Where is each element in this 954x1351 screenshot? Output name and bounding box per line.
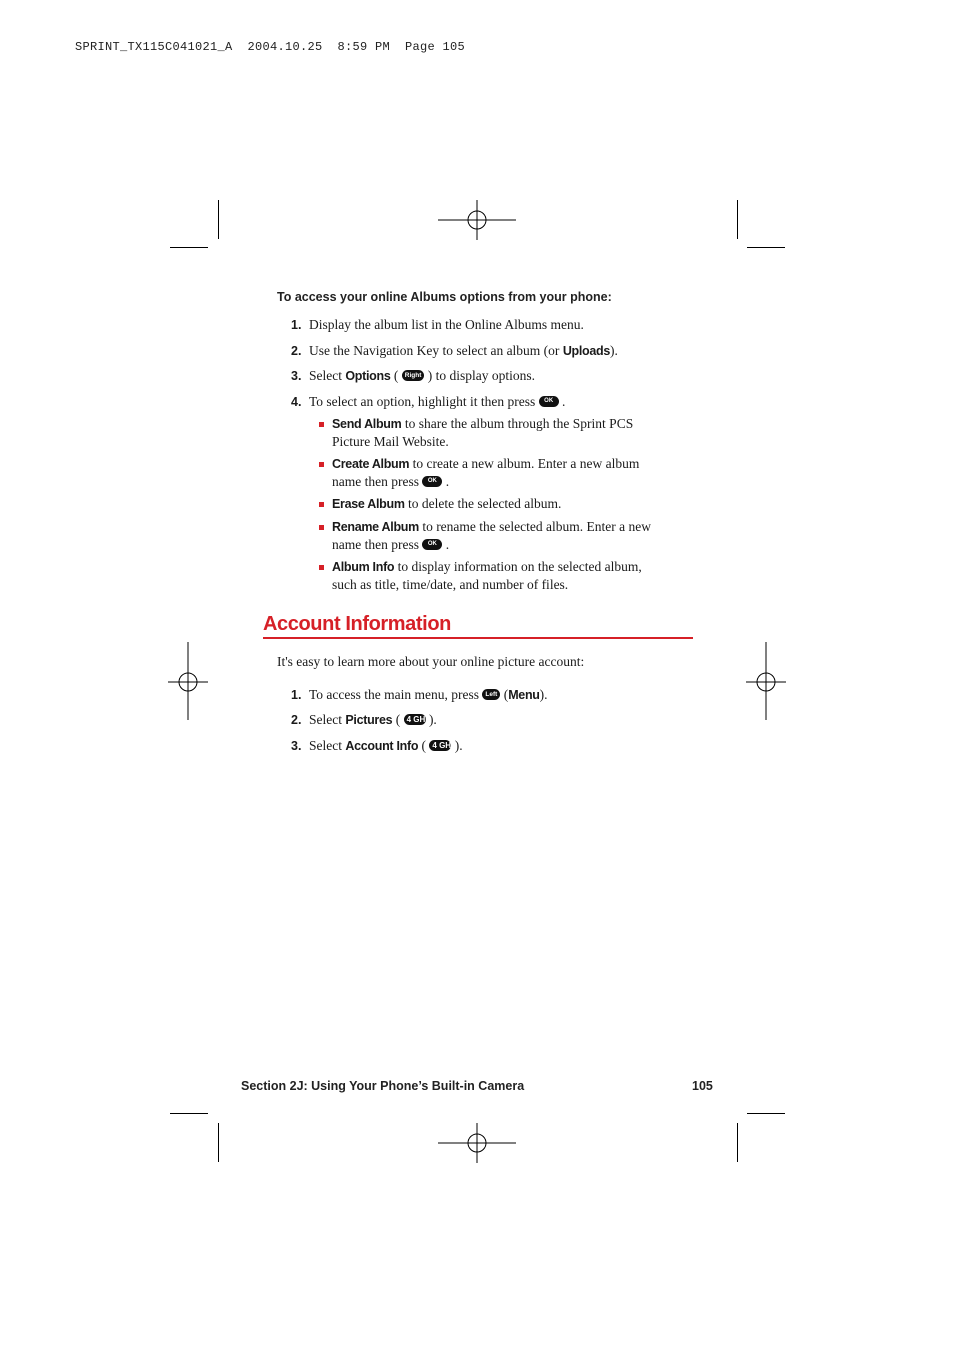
step-4 <box>291 393 565 411</box>
registration-mark-right <box>746 642 786 682</box>
step-text: ( <box>390 368 399 383</box>
step-number: 1. <box>291 688 302 702</box>
step-text: ( <box>392 712 401 727</box>
step-text: . <box>562 394 566 409</box>
crop-mark <box>170 247 208 248</box>
bullet-square-icon <box>319 462 324 467</box>
uploads-label: Uploads <box>562 344 611 358</box>
bullet-text: to share the album through the Sprint PCS <box>401 416 634 431</box>
bullet-text: to delete the selected album. <box>404 496 562 511</box>
bullet-term: Send Album <box>332 417 402 431</box>
crop-mark <box>747 247 785 248</box>
bullet-erase-album <box>319 495 679 513</box>
print-slug: SPRINT_TX115C041021_A 2004.10.25 8:59 PM Page 105 <box>75 40 466 54</box>
section-heading: Account Information <box>263 613 693 639</box>
bullet-term: Album Info <box>332 560 395 574</box>
step-text: Use the Navigation Key to select an album (or <box>309 343 563 358</box>
step-text: ). <box>539 687 548 702</box>
bullet-term: Rename Album <box>332 520 419 534</box>
menu-label: Menu <box>508 688 540 702</box>
bullet-create-album <box>319 455 679 491</box>
step-1 <box>291 686 548 704</box>
step-text: Display the album list in the Online Albums menu. <box>309 317 584 332</box>
pictures-label: Pictures <box>345 713 393 727</box>
bullet-text: such as title, time/date, and number of files. <box>332 577 569 592</box>
step-2 <box>291 342 618 360</box>
registration-mark-bottom <box>438 1123 478 1163</box>
step-number: 2. <box>291 344 302 358</box>
footer-section-title: Section 2J: Using Your Phone’s Built-in Camera <box>241 1079 525 1093</box>
key-4-icon: 4 GHI <box>429 740 451 751</box>
step-text: To select an option, highlight it then press <box>309 394 536 409</box>
crop-mark <box>218 200 219 239</box>
bullet-album-info <box>319 558 679 594</box>
crop-mark <box>737 200 738 239</box>
bullet-square-icon <box>319 525 324 530</box>
crop-mark <box>218 1123 219 1162</box>
right-softkey-icon: Right <box>402 370 425 381</box>
bullet-term: Erase Album <box>332 497 405 511</box>
bullet-square-icon <box>319 565 324 570</box>
step-2 <box>291 711 437 729</box>
options-label: Options <box>345 369 391 383</box>
step-text: ). <box>610 343 618 358</box>
step-text: Select <box>309 712 346 727</box>
step-number: 3. <box>291 739 302 753</box>
step-text: ). <box>454 738 463 753</box>
step-number: 4. <box>291 395 302 409</box>
step-number: 1. <box>291 318 302 332</box>
registration-mark-left <box>168 642 208 682</box>
step-3 <box>291 367 535 385</box>
step-text: Select <box>309 738 346 753</box>
bullet-text: Picture Mail Website. <box>332 434 449 449</box>
step-text: ) to display options. <box>427 368 535 383</box>
step-number: 3. <box>291 369 302 383</box>
step-text: ( <box>500 687 509 702</box>
step-text: ( <box>418 738 427 753</box>
crop-mark <box>170 1113 208 1114</box>
ok-key-icon: OK <box>422 476 442 487</box>
bullet-term: Create Album <box>332 457 410 471</box>
bullet-send-album <box>319 415 679 451</box>
step-text: To access the main menu, press <box>309 687 480 702</box>
ok-key-icon: OK <box>422 539 442 550</box>
bullet-text: . <box>445 474 450 489</box>
registration-mark-top <box>438 200 478 240</box>
ok-key-icon: OK <box>539 396 559 407</box>
bullet-text: name then press <box>332 474 419 489</box>
intro-text: It's easy to learn more about your online picture account: <box>277 654 585 669</box>
bullet-rename-album <box>319 518 679 554</box>
left-softkey-icon: Left <box>482 689 500 700</box>
bullet-text: to rename the selected album. Enter a new <box>418 519 651 534</box>
crop-mark <box>747 1113 785 1114</box>
step-3 <box>291 737 463 755</box>
step-text: ). <box>428 712 437 727</box>
step-1 <box>291 316 584 334</box>
bullet-square-icon <box>319 502 324 507</box>
account-info-label: Account Info <box>345 739 419 753</box>
bullet-square-icon <box>319 422 324 427</box>
key-4-icon: 4 GHI <box>404 714 426 725</box>
step-number: 2. <box>291 713 302 727</box>
bullet-text: name then press <box>332 537 419 552</box>
footer-page-number: 105 <box>692 1079 713 1093</box>
crop-mark <box>737 1123 738 1162</box>
lead-in-heading: To access your online Albums options from your phone: <box>277 290 612 304</box>
bullet-text: to display information on the selected album, <box>394 559 642 574</box>
bullet-text: to create a new album. Enter a new album <box>409 456 640 471</box>
step-text: Select <box>309 368 346 383</box>
bullet-text: . <box>445 537 450 552</box>
